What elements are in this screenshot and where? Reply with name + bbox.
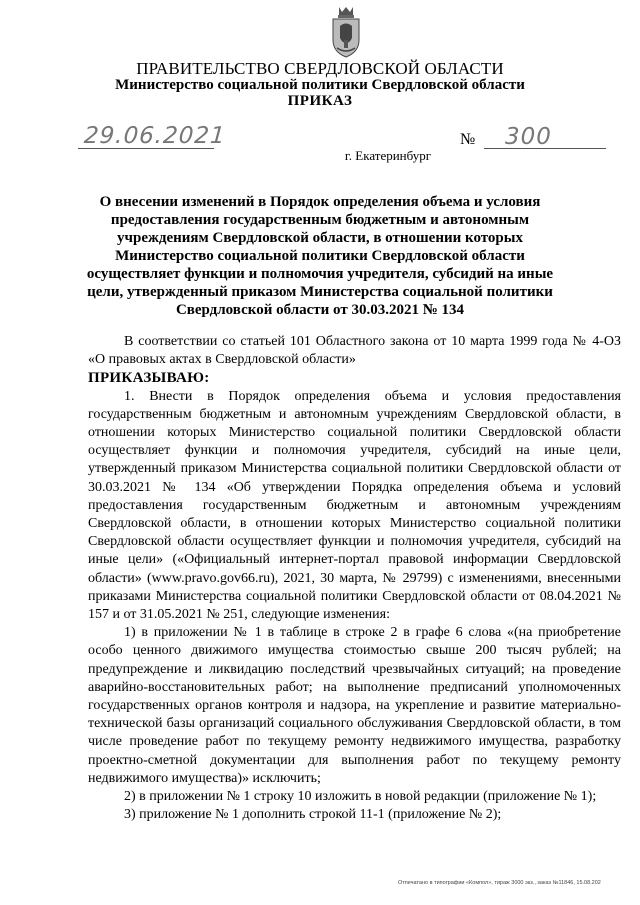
subitem-3-paragraph: 3) приложение № 1 дополнить строкой 11-1 (приложение № 2);: [124, 807, 502, 823]
number-sign: №: [460, 131, 476, 148]
coat-of-arms-icon: [329, 4, 363, 58]
document-type: ПРИКАЗ: [287, 93, 353, 109]
city-label: г. Екатеринбург: [344, 148, 432, 163]
item-1-paragraph: 1. Внести в Порядок определения объема и условия предоставления государственным бюджетным и автономным учреждениям Свердловской области, в отношении которых Министерство социальной политики Свердловской области осуществляет функции и полномочия учредителя, субсидий на иные цели, утвержденный приказом Министерства социальной политики Свердловской области от 30.03.2021 № 134 «Об утверждении Порядка определения объема и условий предоставления государственным бюджетным и автономным учреждениям Свердловской области, в отношении которых Министерство социальной политики Свердловской области осуществляет функции и полномочия учредителя, субсидий на иные цели» («Официальный интернет-портал правовой информации Свердловской области» (www.pravo.gov66.ru), 2021, 30 марта, № 29799) с изменениями, внесенными приказами Министерства социальной политики Свердловской области от 08.04.2021 № 157 и от 31.05.2021 № 251, следующие изменения:: [88, 388, 621, 623]
subitem-1-paragraph: 1) в приложении № 1 в таблице в строке 2 в графе 6 слова «(на приобретение особо ценного движимого имущества стоимостью свыше 200 тысяч рублей; на предупреждение и ликвидацию последствий чрезвычайных ситуаций; на проведение аварийно-восстановительных работ; на выполнение предписаний уполномоченных государственных органов контроля и надзора, на укрепление и развитие материально-технической базы организаций социального обслуживания Свердловской области, в том числе проведение работ по текущему ремонту недвижимого имущества, разработку проектно-сметной документации для выполнения работ по текущему ремонту недвижимого имущества)» исключить;: [88, 625, 621, 786]
order-date: 29.06.2021: [83, 123, 227, 149]
intro-paragraph: В соответствии со статьей 101 Областного закона от 10 марта 1999 года № 4-ОЗ «О правовых актах в Свердловской области»: [88, 334, 621, 368]
ministry-heading: Министерство социальной политики Свердловской области: [115, 77, 525, 93]
document-title: О внесении изменений в Порядок определения объема и условия предоставления государственным бюджетным и автономным учреждениям Свердловской области, в отношении которых Министерство социальной политики Свердловской области осуществляет функции и полномочия учредителя, субсидий на иные цели, утвержденный приказом Министерства социальной политики Свердловской области от 30.03.2021 № 134: [86, 194, 554, 318]
order-number: 300: [505, 124, 552, 150]
print-note: Отпечатано в типографии «Компол», тираж 3000 экз., заказ №11846, 15.08.202: [398, 880, 601, 886]
subitem-2-paragraph: 2) в приложении № 1 строку 10 изложить в новой редакции (приложение № 1);: [124, 789, 597, 805]
order-word: ПРИКАЗЫВАЮ:: [88, 370, 210, 387]
document-body: [88, 333, 621, 824]
government-heading: ПРАВИТЕЛЬСТВО СВЕРДЛОВСКОЙ ОБЛАСТИ: [136, 59, 504, 78]
